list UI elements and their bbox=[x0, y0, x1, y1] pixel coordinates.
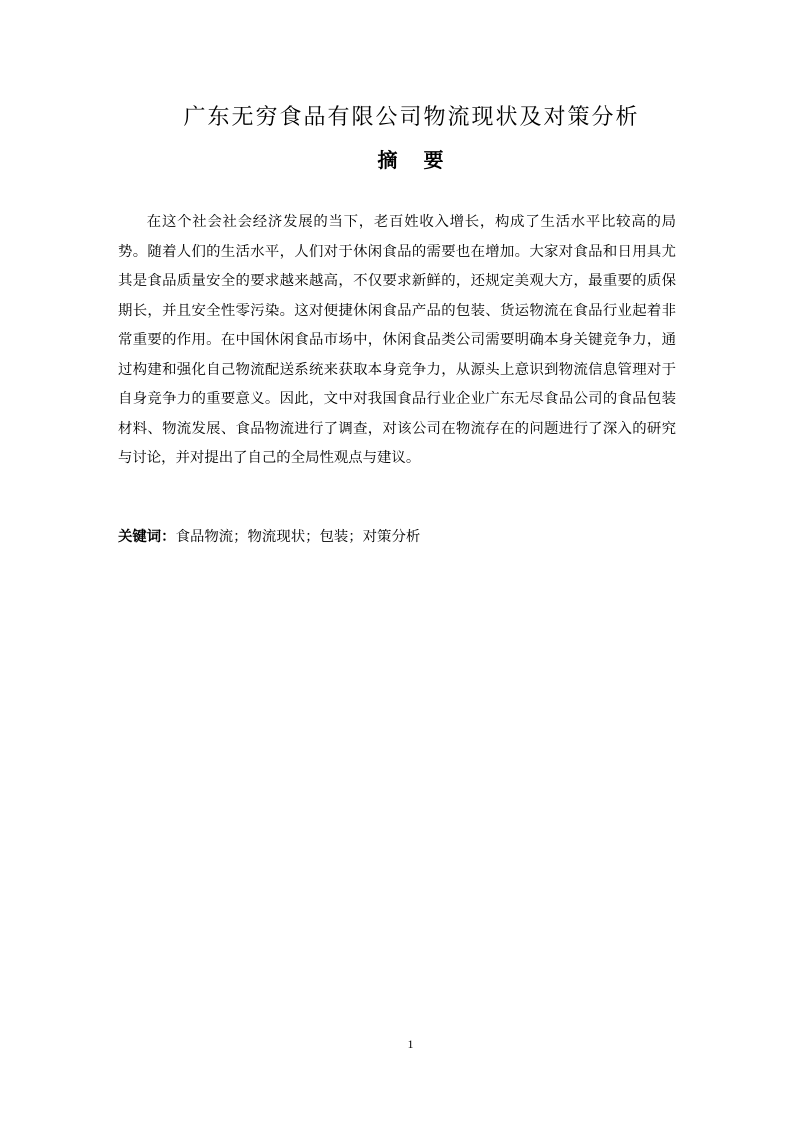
document-title: 广东无穷食品有限公司物流现状及对策分析 bbox=[183, 105, 640, 130]
abstract-heading-part1: 摘 bbox=[377, 148, 398, 172]
abstract-paragraph: 在这个社会社会经济发展的当下，老百姓收入增长，构成了生活水平比较高的局势。随着人们的生活水平，人们对于休闲食品的需要也在增加。大家对食品和日用具尤其是食品质量安全的要求越来越高，不仅要求新鲜的，还规定美观大方，最重要的质保期长，并且安全性零污染。这对便捷休闲食品产品的包装、货运物流在食品行业起着非常重要的作用。在中国休闲食品市场中，休闲食品类公司需要明确本身关键竞争力，通过构建和强化自己物流配送系统来获取本身竞争力，从源头上意识到物流信息管理对于自身竞争力的重要意义。因此，文中对我国食品行业企业广东无尽食品公司的食品包装材料、物流发展、食品物流进行了调查，对该公司在物流存在的问题进行了深入的研究与讨论，并对提出了自己的全局性观点与建议。 bbox=[118, 214, 676, 466]
keywords-line bbox=[118, 523, 676, 552]
page-number: 1 bbox=[407, 1037, 414, 1051]
keywords-text: 食品物流；物流现状；包装；对策分析 bbox=[175, 529, 421, 545]
keywords-label: 关键词： bbox=[118, 529, 176, 545]
abstract-heading-part2: 要 bbox=[423, 148, 444, 172]
abstract-heading bbox=[0, 144, 793, 176]
